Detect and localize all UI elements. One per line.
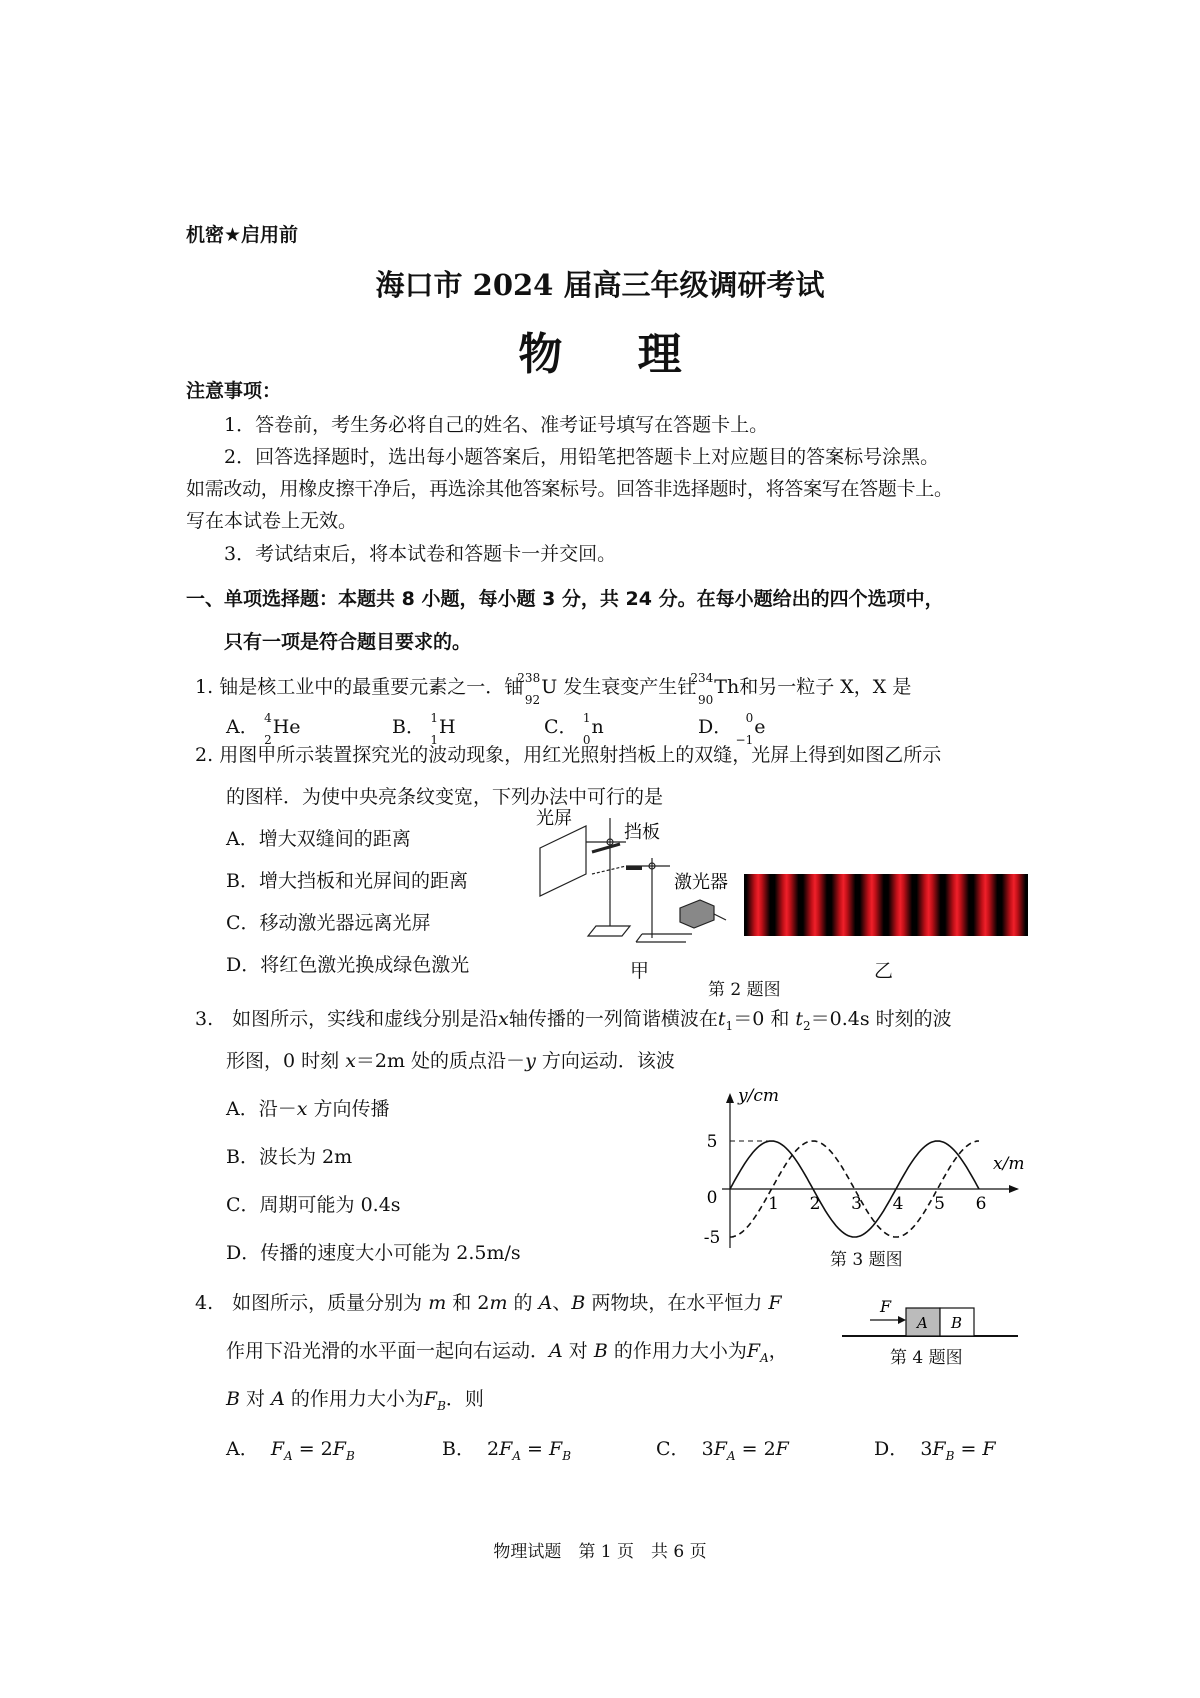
q2-fringe-pattern <box>744 874 1028 936</box>
notice-item-2: 2．回答选择题时，选出每小题答案后，用铅笔把答题卡上对应题目的答案标号涂黑。 <box>224 446 940 468</box>
secret-label: 机密★启用前 <box>186 224 299 246</box>
q2-option-d: D．将红色激光换成绿色激光 <box>226 954 470 976</box>
x-tick-label: 2 <box>809 1194 821 1214</box>
page-footer: 物理试题 第 1 页 共 6 页 <box>493 1542 707 1562</box>
y-tick-label: -5 <box>703 1228 721 1248</box>
u-z: 92 <box>524 693 541 707</box>
fringe-band <box>775 874 799 936</box>
x-tick-label: 1 <box>768 1194 779 1214</box>
q4-line3: B 对 A 的作用力大小为$F_B$．则 <box>226 1388 484 1413</box>
q1-text-b: 发生衰变产生钍 <box>563 676 697 698</box>
section1-heading-cont: 只有一项是符合题目要求的。 <box>224 631 472 653</box>
fig-b-label: B <box>951 1314 963 1332</box>
q1-option-c: C． 1 0 n <box>544 711 604 747</box>
q2-option-b: B．增大挡板和光屏间的距离 <box>226 870 468 892</box>
fig-jia-label: 甲 <box>630 960 650 982</box>
q2-caption: 第 2 题图 <box>708 980 781 1000</box>
x-tick-label: 5 <box>934 1194 945 1214</box>
th-z: 90 <box>698 693 714 707</box>
q3-option-c: C．周期可能为 0.4s <box>226 1194 401 1216</box>
q3-option-d: D．传播的速度大小可能为 2.5m/s <box>226 1242 521 1264</box>
q2-line1: 2. 用图甲所示装置探究光的波动现象，用红光照射挡板上的双缝，光屏上得到如图乙所示 <box>195 744 942 766</box>
fringe-band <box>831 874 855 936</box>
q2-option-c: C．移动激光器远离光屏 <box>226 912 431 934</box>
q1-text-c: 和另一粒子 X，X 是 <box>739 676 912 698</box>
fig-yi-label: 乙 <box>874 960 894 982</box>
q1-option-b: B． 1 1 H <box>392 711 456 747</box>
q2-apparatus-figure <box>530 808 740 968</box>
q1-text-a: 铀是核工业中的最重要元素之一．铀 <box>219 676 524 698</box>
th-symbol: Th <box>714 676 740 698</box>
q2-option-a: A．增大双缝间的距离 <box>226 828 411 850</box>
q1-option-d: D． 0 −1 e <box>698 711 766 747</box>
fig-screen-label: 光屏 <box>536 808 572 829</box>
q4-option-d: D． $3F_B = F$ <box>874 1438 996 1463</box>
fig-force-label: F <box>880 1297 892 1316</box>
fringe-band <box>860 874 884 936</box>
q4-line2: 作用下沿光滑的水平面一起向右运动．A 对 B 的作用力大小为$F_A$， <box>226 1340 788 1365</box>
notice-item-2-end: 写在本试卷上无效。 <box>186 510 358 532</box>
x-tick-label: 6 <box>975 1194 987 1214</box>
q3-option-b: B．波长为 2m <box>226 1146 353 1168</box>
notice-heading: 注意事项： <box>186 380 282 402</box>
exam-title: 海口市 2024 届高三年级调研考试 <box>375 268 825 302</box>
fringe-band <box>888 874 912 936</box>
th-mass: 234 <box>690 671 714 685</box>
q2-line2: 的图样．为使中央亮条纹变宽，下列办法中可行的是 <box>226 786 664 808</box>
fringe-band <box>1002 874 1026 936</box>
q1-number: 1. <box>195 676 214 698</box>
fringe-band <box>917 874 941 936</box>
x-tick-label: 3 <box>851 1194 862 1214</box>
notice-item-3: 3．考试结束后，将本试卷和答题卡一并交回。 <box>224 543 617 565</box>
q4-caption: 第 4 题图 <box>890 1348 963 1368</box>
q4-line1: 4. 如图所示，质量分别为 m 和 2m 的 A、B 两物块，在水平恒力 F <box>195 1292 782 1314</box>
q3-line1: 3. 如图所示，实线和虚线分别是沿x轴传播的一列简谐横波在$t_1=0$ 和 $t_2=0.4s$ 时刻的波 <box>195 1008 952 1033</box>
fig-baffle-label: 挡板 <box>624 822 660 843</box>
x-tick-label: 4 <box>892 1194 904 1214</box>
x-axis-label: x/m <box>993 1154 1025 1174</box>
q4-option-a: A． $F_A = 2F_B$ <box>226 1438 355 1463</box>
q3-wave-chart <box>690 1078 1030 1248</box>
q4-option-b: B． $2F_A = F_B$ <box>442 1438 572 1463</box>
y-tick-label: 0 <box>706 1188 718 1208</box>
u-mass: 238 <box>517 671 541 685</box>
notice-item-1: 1．答卷前，考生务必将自己的姓名、准考证号填写在答题卡上。 <box>224 414 769 436</box>
q4-option-c: C． $3F_A = 2F$ <box>656 1438 789 1463</box>
y-tick-label: 5 <box>706 1132 718 1152</box>
fringe-band <box>973 874 997 936</box>
q3-line2: 形图，0 时刻 x＝2m 处的质点沿－y 方向运动．该波 <box>226 1050 675 1072</box>
fig-a-label: A <box>917 1314 928 1332</box>
q3-caption: 第 3 题图 <box>830 1250 903 1270</box>
subject-title: 物 理 <box>518 329 712 380</box>
fig-laser-label: 激光器 <box>674 872 728 893</box>
q1-option-a: A． 4 2 He <box>226 711 301 747</box>
section1-heading: 一、单项选择题：本题共 8 小题，每小题 3 分，共 24 分。在每小题给出的四个选项中， <box>186 588 944 610</box>
fringe-band <box>803 874 827 936</box>
q1-line <box>195 671 912 707</box>
y-axis-label: y/cm <box>738 1086 779 1106</box>
fringe-svg <box>744 874 1028 936</box>
fringe-band <box>945 874 969 936</box>
q3-option-a: A．沿－x 方向传播 <box>226 1098 390 1120</box>
u-symbol: U <box>541 676 558 698</box>
q4-blocks-figure <box>840 1294 1020 1344</box>
notice-item-2-cont: 如需改动，用橡皮擦干净后，再选涂其他答案标号。回答非选择题时，将答案写在答题卡上。 <box>186 478 953 500</box>
fringe-band <box>746 874 770 936</box>
